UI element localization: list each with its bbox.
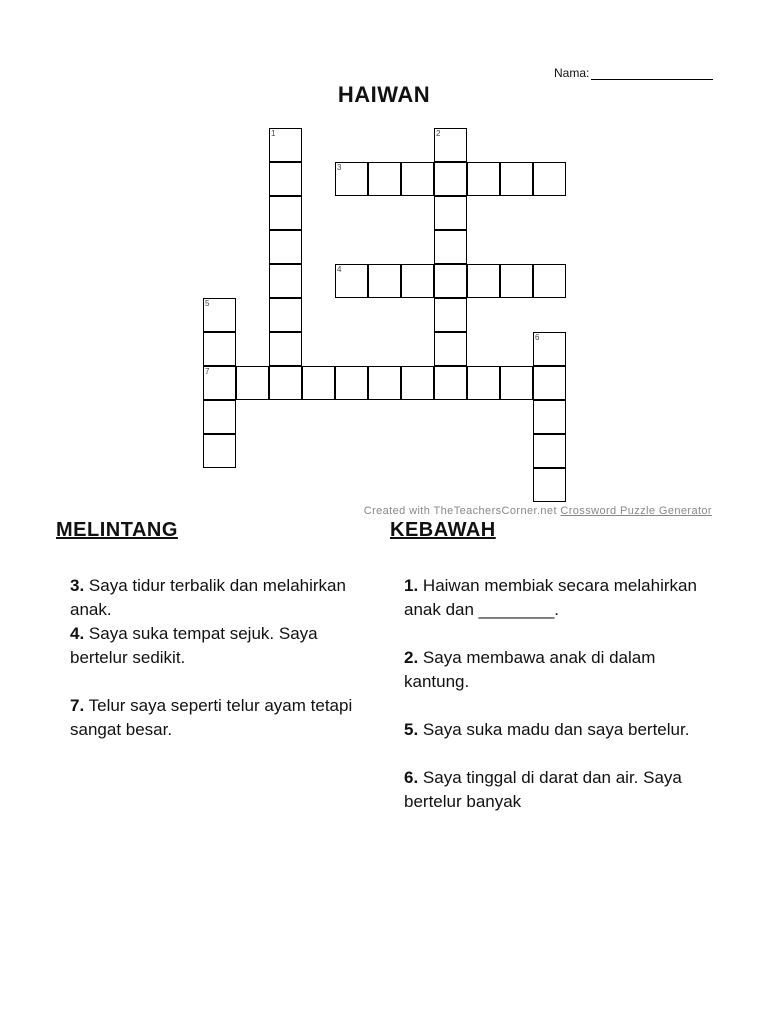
crossword-cell[interactable] xyxy=(368,264,401,298)
across-clue: 4. Saya suka tempat sejuk. Saya bertelur sedikit. xyxy=(70,624,318,667)
crossword-cell[interactable] xyxy=(335,366,368,400)
credit-link[interactable]: Crossword Puzzle Generator xyxy=(560,505,712,517)
clue-number: 2 xyxy=(436,129,441,138)
crossword-cell[interactable] xyxy=(269,196,302,230)
crossword-cell[interactable] xyxy=(467,162,500,196)
crossword-cell[interactable] xyxy=(533,332,566,366)
crossword-cell[interactable] xyxy=(269,366,302,400)
crossword-cell[interactable] xyxy=(533,400,566,434)
crossword-cell[interactable] xyxy=(434,196,467,230)
down-clue: 1. Haiwan membiak secara melahirkan anak dan ________. xyxy=(404,576,697,619)
crossword-cell[interactable] xyxy=(401,366,434,400)
crossword-cell[interactable] xyxy=(434,366,467,400)
crossword-cell[interactable] xyxy=(434,128,467,162)
crossword-cell[interactable] xyxy=(335,264,368,298)
crossword-cell[interactable] xyxy=(368,366,401,400)
clue-number: 6 xyxy=(535,333,540,342)
crossword-cell[interactable] xyxy=(533,264,566,298)
crossword-cell[interactable] xyxy=(533,162,566,196)
crossword-cell[interactable] xyxy=(434,264,467,298)
clue-number: 1 xyxy=(271,129,276,138)
crossword-cell[interactable] xyxy=(269,128,302,162)
down-clue: 2. Saya membawa anak di dalam kantung. xyxy=(404,648,656,691)
crossword-cell[interactable] xyxy=(269,264,302,298)
credit-prefix: Created with TheTeachersCorner.net xyxy=(363,505,557,517)
crossword-cell[interactable] xyxy=(533,434,566,468)
crossword-cell[interactable] xyxy=(467,264,500,298)
down-clue: 6. Saya tinggal di darat dan air. Saya bertelur banyak xyxy=(404,768,682,811)
crossword-cell[interactable] xyxy=(203,332,236,366)
down-clue: 5. Saya suka madu dan saya bertelur. xyxy=(404,720,690,739)
crossword-cell[interactable] xyxy=(467,366,500,400)
crossword-cell[interactable] xyxy=(434,332,467,366)
crossword-cell[interactable] xyxy=(269,332,302,366)
crossword-cell[interactable] xyxy=(434,162,467,196)
crossword-cell[interactable] xyxy=(302,366,335,400)
crossword-cell[interactable] xyxy=(434,230,467,264)
generator-credit xyxy=(364,505,712,517)
crossword-cell[interactable] xyxy=(269,162,302,196)
across-clue: 3. Saya tidur terbalik dan melahirkan anak. xyxy=(70,576,346,619)
crossword-cell[interactable] xyxy=(269,230,302,264)
name-label: Nama: xyxy=(554,66,590,80)
down-clue-list xyxy=(404,574,704,814)
crossword-cell[interactable] xyxy=(236,366,269,400)
crossword-cell[interactable] xyxy=(203,434,236,468)
crossword-cell[interactable] xyxy=(500,264,533,298)
clue-number: 7 xyxy=(205,367,210,376)
crossword-cell[interactable] xyxy=(401,162,434,196)
crossword-cell[interactable] xyxy=(533,468,566,502)
crossword-cell[interactable] xyxy=(269,298,302,332)
crossword-cell[interactable] xyxy=(533,366,566,400)
across-clue: 7. Telur saya seperti telur ayam tetapi sangat besar. xyxy=(70,696,353,739)
crossword-cell[interactable] xyxy=(401,264,434,298)
clue-number: 4 xyxy=(337,265,342,274)
clue-number: 5 xyxy=(205,299,210,308)
crossword-cell[interactable] xyxy=(203,298,236,332)
crossword-cell[interactable] xyxy=(203,366,236,400)
clue-number: 3 xyxy=(337,163,342,172)
crossword-cell[interactable] xyxy=(368,162,401,196)
across-heading: MELINTANG xyxy=(56,519,178,541)
across-clue-list xyxy=(70,574,370,742)
down-heading: KEBAWAH xyxy=(390,519,496,541)
crossword-cell[interactable] xyxy=(500,162,533,196)
crossword-cell[interactable] xyxy=(335,162,368,196)
page-title: HAIWAN xyxy=(337,82,431,107)
crossword-cell[interactable] xyxy=(500,366,533,400)
crossword-cell[interactable] xyxy=(203,400,236,434)
crossword-cell[interactable] xyxy=(434,298,467,332)
